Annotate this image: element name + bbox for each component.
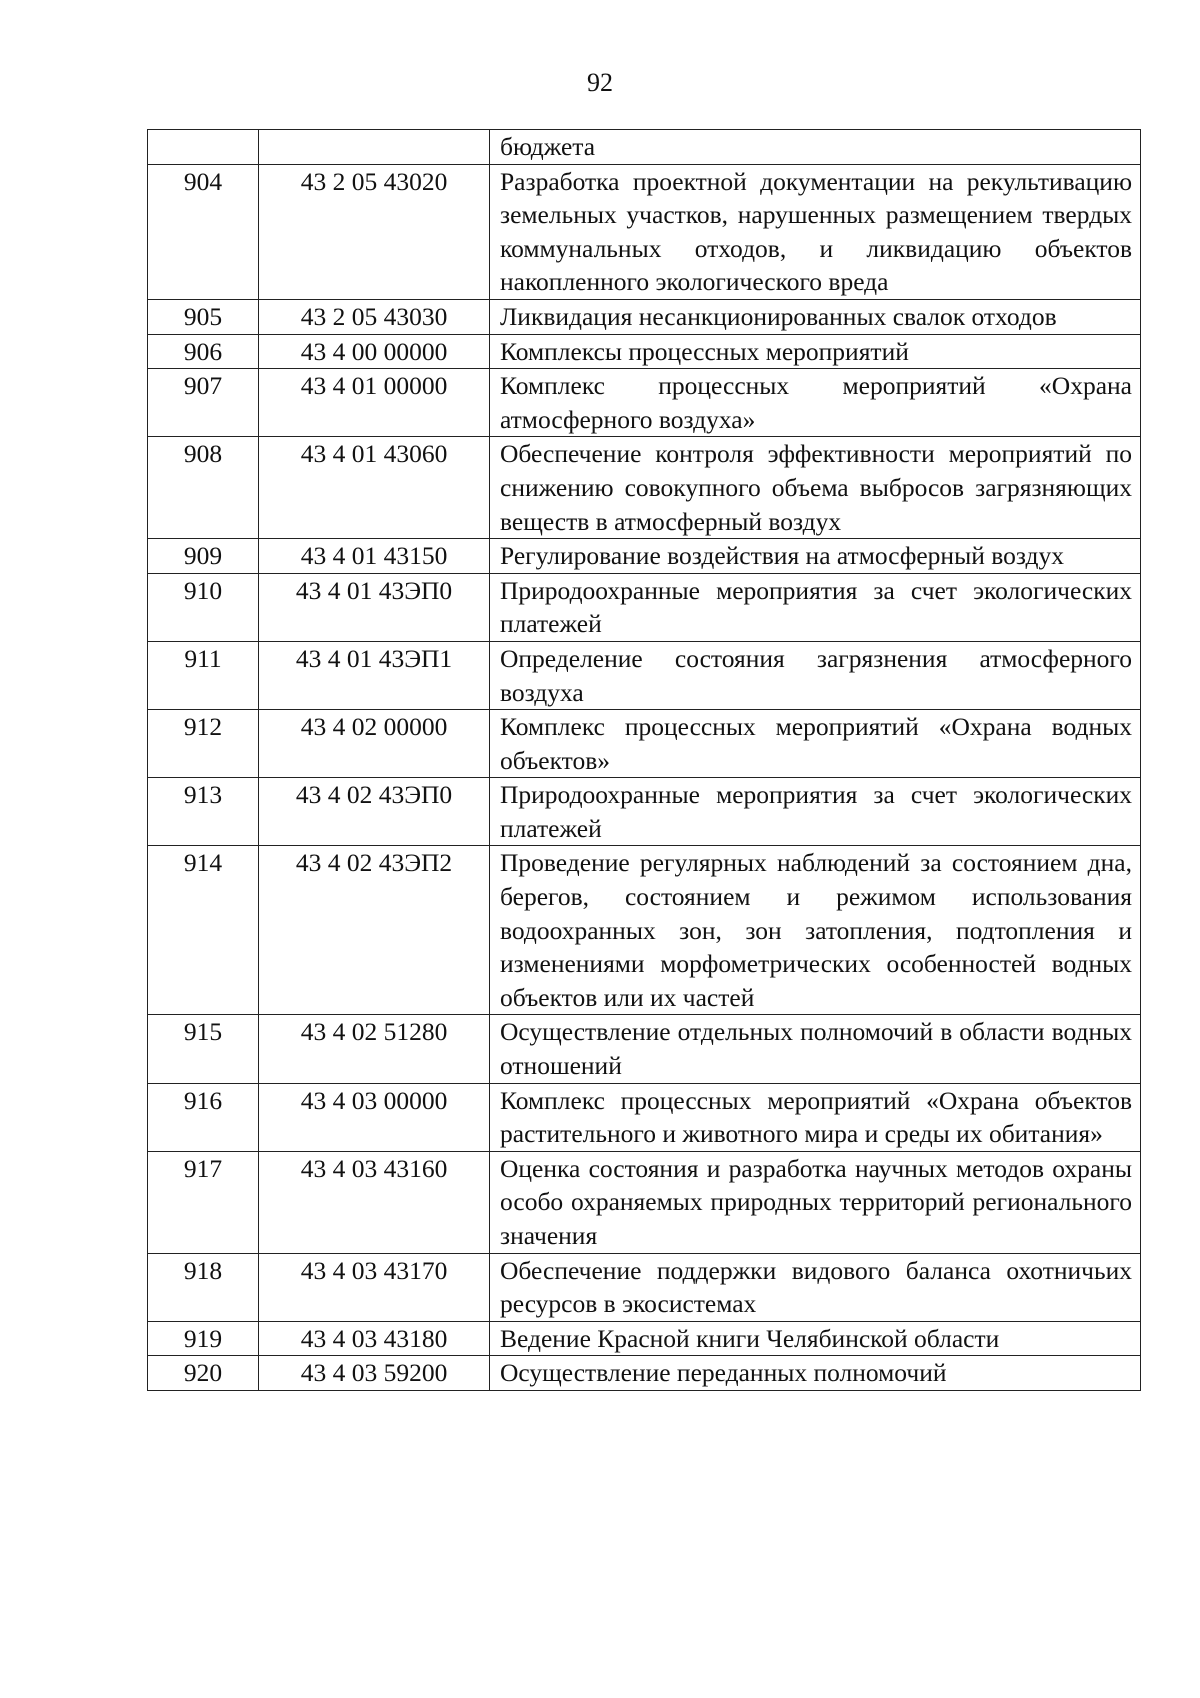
table-row	[148, 710, 1141, 778]
row-description: Ликвидация несанкционированных свалок отходов	[490, 299, 1141, 334]
table-row	[148, 1015, 1141, 1083]
table-row	[148, 1356, 1141, 1391]
row-description: бюджета	[490, 130, 1141, 165]
table-row	[148, 846, 1141, 1015]
row-code: 43 4 02 00000	[259, 710, 490, 778]
row-number: 918	[148, 1253, 259, 1321]
row-description: Оценка состояния и разработка научных методов охраны особо охраняемых природных территорий регионального значения	[490, 1151, 1141, 1253]
row-description: Ведение Красной книги Челябинской области	[490, 1321, 1141, 1356]
row-description: Обеспечение поддержки видового баланса охотничьих ресурсов в экосистемах	[490, 1253, 1141, 1321]
row-number: 908	[148, 437, 259, 539]
row-number: 911	[148, 641, 259, 709]
table-row	[148, 539, 1141, 574]
row-description: Комплекс процессных мероприятий «Охрана объектов растительного и животного мира и среды их обитания»	[490, 1083, 1141, 1151]
row-description: Комплекс процессных мероприятий «Охрана водных объектов»	[490, 710, 1141, 778]
row-number: 909	[148, 539, 259, 574]
row-code: 43 4 03 43170	[259, 1253, 490, 1321]
table-body	[148, 130, 1141, 1391]
row-number: 910	[148, 573, 259, 641]
row-code: 43 4 02 51280	[259, 1015, 490, 1083]
table-row	[148, 1151, 1141, 1253]
row-code: 43 4 03 59200	[259, 1356, 490, 1391]
row-number: 914	[148, 846, 259, 1015]
row-number: 912	[148, 710, 259, 778]
row-code: 43 4 03 43180	[259, 1321, 490, 1356]
row-code: 43 2 05 43020	[259, 164, 490, 299]
row-description: Обеспечение контроля эффективности мероприятий по снижению совокупного объема выбросов загрязняющих веществ в атмосферный воздух	[490, 437, 1141, 539]
row-description: Комплексы процессных мероприятий	[490, 334, 1141, 369]
row-number: 917	[148, 1151, 259, 1253]
row-number	[148, 130, 259, 165]
row-description: Регулирование воздействия на атмосферный воздух	[490, 539, 1141, 574]
row-code: 43 4 01 43060	[259, 437, 490, 539]
row-description: Природоохранные мероприятия за счет экологических платежей	[490, 778, 1141, 846]
row-code: 43 4 02 43ЭП0	[259, 778, 490, 846]
row-description: Определение состояния загрязнения атмосферного воздуха	[490, 641, 1141, 709]
row-description: Проведение регулярных наблюдений за состоянием дна, берегов, состоянием и режимом использования водоохранных зон, зон затопления, подтопления и изменениями морфометрических особенностей водных объектов или их частей	[490, 846, 1141, 1015]
row-code: 43 4 00 00000	[259, 334, 490, 369]
table-row	[148, 299, 1141, 334]
table-row	[148, 641, 1141, 709]
row-number: 913	[148, 778, 259, 846]
row-number: 906	[148, 334, 259, 369]
table-row	[148, 1083, 1141, 1151]
row-number: 905	[148, 299, 259, 334]
row-number: 919	[148, 1321, 259, 1356]
classification-table	[147, 129, 1141, 1391]
row-number: 916	[148, 1083, 259, 1151]
row-description: Осуществление отдельных полномочий в области водных отношений	[490, 1015, 1141, 1083]
table-row	[148, 334, 1141, 369]
row-number: 915	[148, 1015, 259, 1083]
row-number: 920	[148, 1356, 259, 1391]
row-description: Природоохранные мероприятия за счет экологических платежей	[490, 573, 1141, 641]
row-code: 43 2 05 43030	[259, 299, 490, 334]
row-code	[259, 130, 490, 165]
row-description: Разработка проектной документации на рекультивацию земельных участков, нарушенных размещением твердых коммунальных отходов, и ликвидацию объектов накопленного экологического вреда	[490, 164, 1141, 299]
page-number: 92	[587, 68, 613, 97]
row-description: Осуществление переданных полномочий	[490, 1356, 1141, 1391]
table-row	[148, 369, 1141, 437]
row-number: 904	[148, 164, 259, 299]
row-code: 43 4 01 00000	[259, 369, 490, 437]
row-number: 907	[148, 369, 259, 437]
row-code: 43 4 01 43150	[259, 539, 490, 574]
table-row	[148, 437, 1141, 539]
row-description: Комплекс процессных мероприятий «Охрана атмосферного воздуха»	[490, 369, 1141, 437]
table-row	[148, 1253, 1141, 1321]
table-row	[148, 1321, 1141, 1356]
table-row	[148, 164, 1141, 299]
table-row	[148, 130, 1141, 165]
row-code: 43 4 01 43ЭП0	[259, 573, 490, 641]
row-code: 43 4 03 00000	[259, 1083, 490, 1151]
row-code: 43 4 03 43160	[259, 1151, 490, 1253]
table-row	[148, 778, 1141, 846]
row-code: 43 4 01 43ЭП1	[259, 641, 490, 709]
row-code: 43 4 02 43ЭП2	[259, 846, 490, 1015]
table-row	[148, 573, 1141, 641]
